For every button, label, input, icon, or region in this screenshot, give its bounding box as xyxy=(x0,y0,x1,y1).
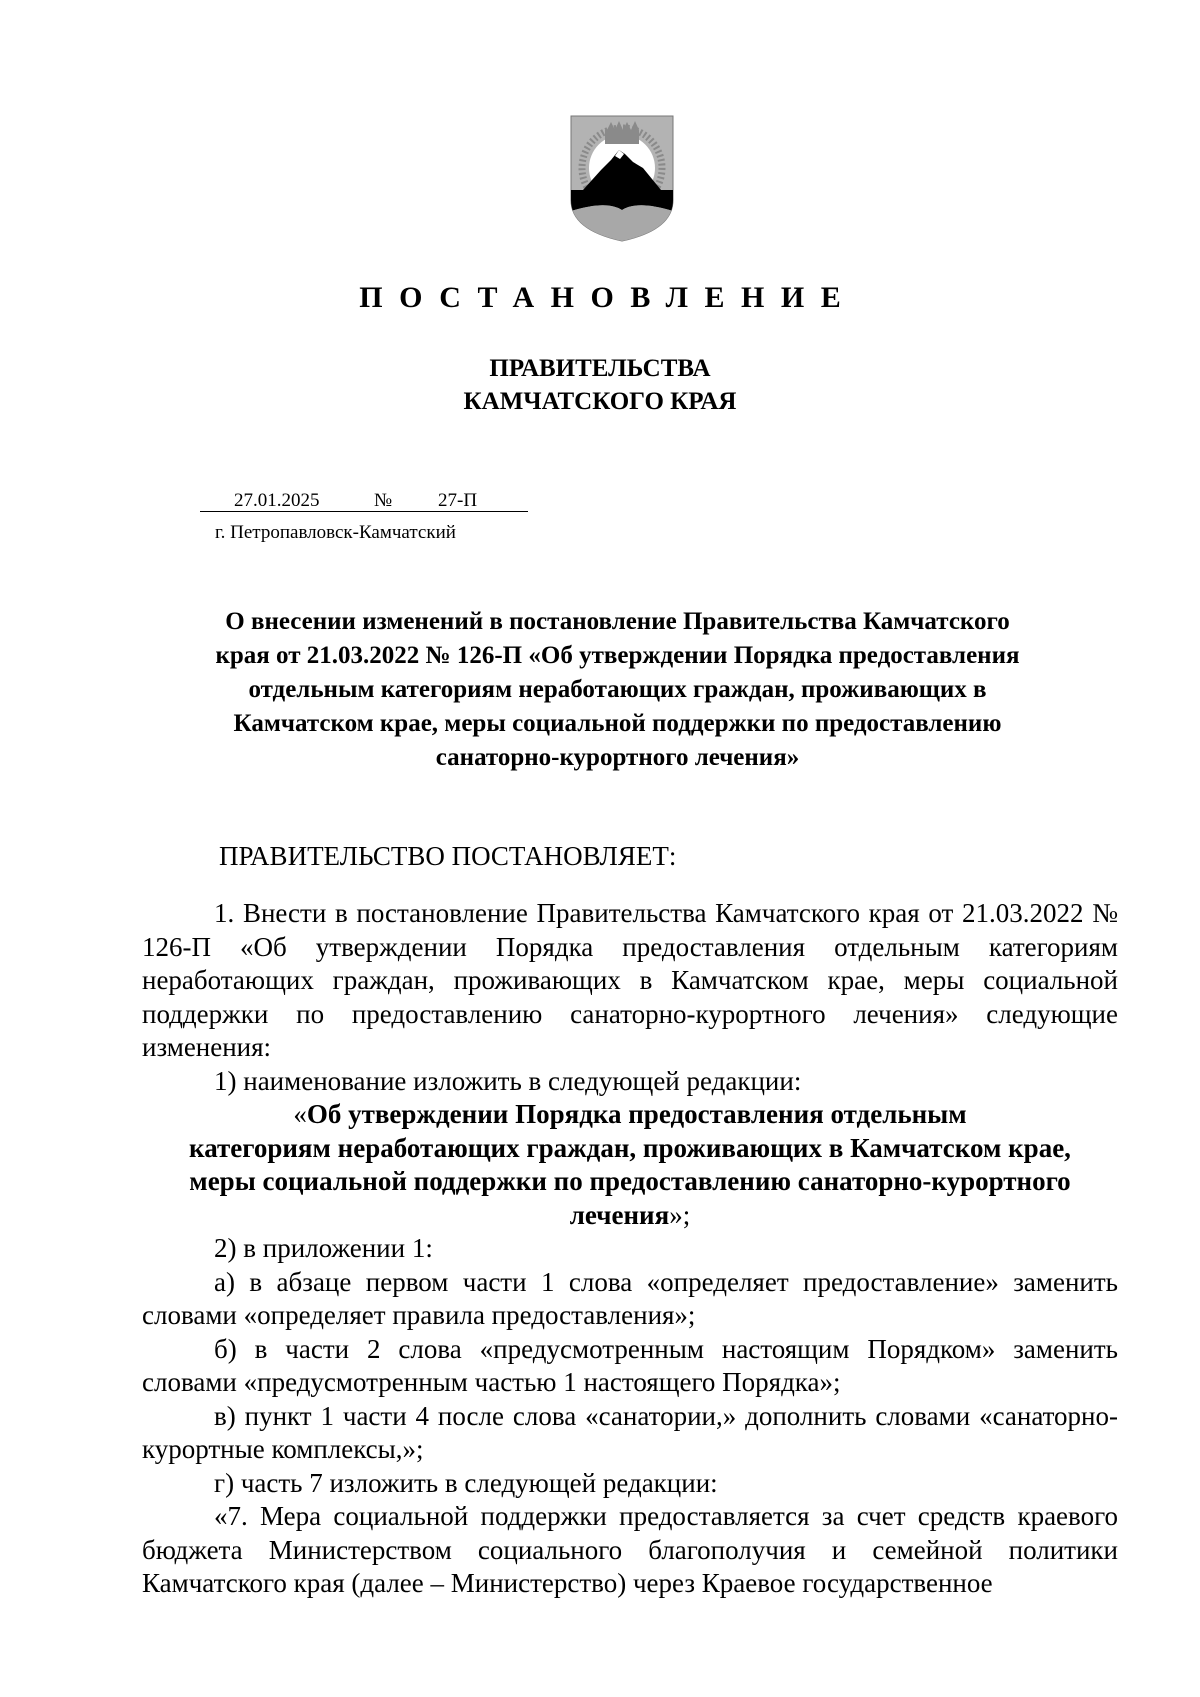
paragraph: 2) в приложении 1: xyxy=(214,1233,433,1263)
quote-open-mark: « xyxy=(293,1099,307,1129)
paragraph: «7. Мера социальной поддержки предоставляется за счет средств краевого бюджета Министерством социального благополучия и семейной политики Камчатского края (далее – Министерство) через Краевое государственное xyxy=(142,1501,1118,1598)
registration-line xyxy=(200,489,528,512)
paragraph: 1) наименование изложить в следующей редакции: xyxy=(214,1065,802,1096)
title-line: отдельным категориям неработающих граждан, проживающих в xyxy=(248,676,987,703)
document-title xyxy=(160,605,1075,775)
authority-line: ПРАВИТЕЛЬСТВА xyxy=(489,355,711,382)
quoted-new-title xyxy=(142,1098,1118,1232)
document-date: 27.01.2025 xyxy=(234,490,320,511)
authority-line: КАМЧАТСКОГО КРАЯ xyxy=(463,388,737,415)
paragraph: а) в абзаце первом части 1 слова «определяет предоставление» заменить словами «определяет правила предоставления»; xyxy=(142,1266,1118,1330)
paragraph: 1. Внести в постановление Правительства Камчатского края от 21.03.2022 № 126-П «Об утверждении Порядка предоставления отдельным категориям неработающих граждан, проживающих в Камчатском крае, меры социальной поддержки по предоставлению санаторно-курортного лечения» следующие изменения: xyxy=(142,898,1118,1062)
quote-text: Об утверждении Порядка предоставления отдельным xyxy=(306,1099,967,1129)
issuing-authority xyxy=(0,352,1200,418)
title-line: санаторно-курортного лечения» xyxy=(435,744,800,771)
issue-city: г. Петропавловск-Камчатский xyxy=(215,522,456,543)
quote-line: меры социальной поддержки по предоставлению санаторно-курортного xyxy=(189,1166,1071,1196)
number-sign: № xyxy=(374,490,393,511)
quote-line: категориям неработающих граждан, проживающих в Камчатском крае, xyxy=(189,1132,1071,1163)
paragraph: г) часть 7 изложить в следующей редакции: xyxy=(214,1467,718,1498)
document-number: 27-П xyxy=(438,490,478,511)
document-body xyxy=(142,897,1118,1601)
quote-text: лечения xyxy=(569,1199,670,1230)
title-line: края от 21.03.2022 № 126-П «Об утверждении Порядка предоставления xyxy=(215,642,1020,669)
quote-line xyxy=(142,1199,1118,1233)
quote-line xyxy=(142,1098,1118,1132)
title-line: О внесении изменений в постановление Правительства Камчатского xyxy=(225,608,1010,635)
quote-close-mark: »; xyxy=(669,1199,691,1230)
paragraph: б) в части 2 слова «предусмотренным настоящим Порядком» заменить словами «предусмотренным частью 1 настоящего Порядка»; xyxy=(142,1333,1118,1397)
paragraph: в) пункт 1 части 4 после слова «санатории,» дополнить словами «санаторно-курортные комплексы,»; xyxy=(142,1400,1118,1464)
decree-statement: ПРАВИТЕЛЬСТВО ПОСТАНОВЛЯЕТ: xyxy=(219,841,677,871)
title-line: Камчатском крае, меры социальной поддержки по предоставлению xyxy=(233,710,1002,737)
kamchatka-coat-of-arms-icon xyxy=(567,112,677,244)
document-type-heading: ПОСТАНОВЛЕНИЕ xyxy=(359,281,858,314)
